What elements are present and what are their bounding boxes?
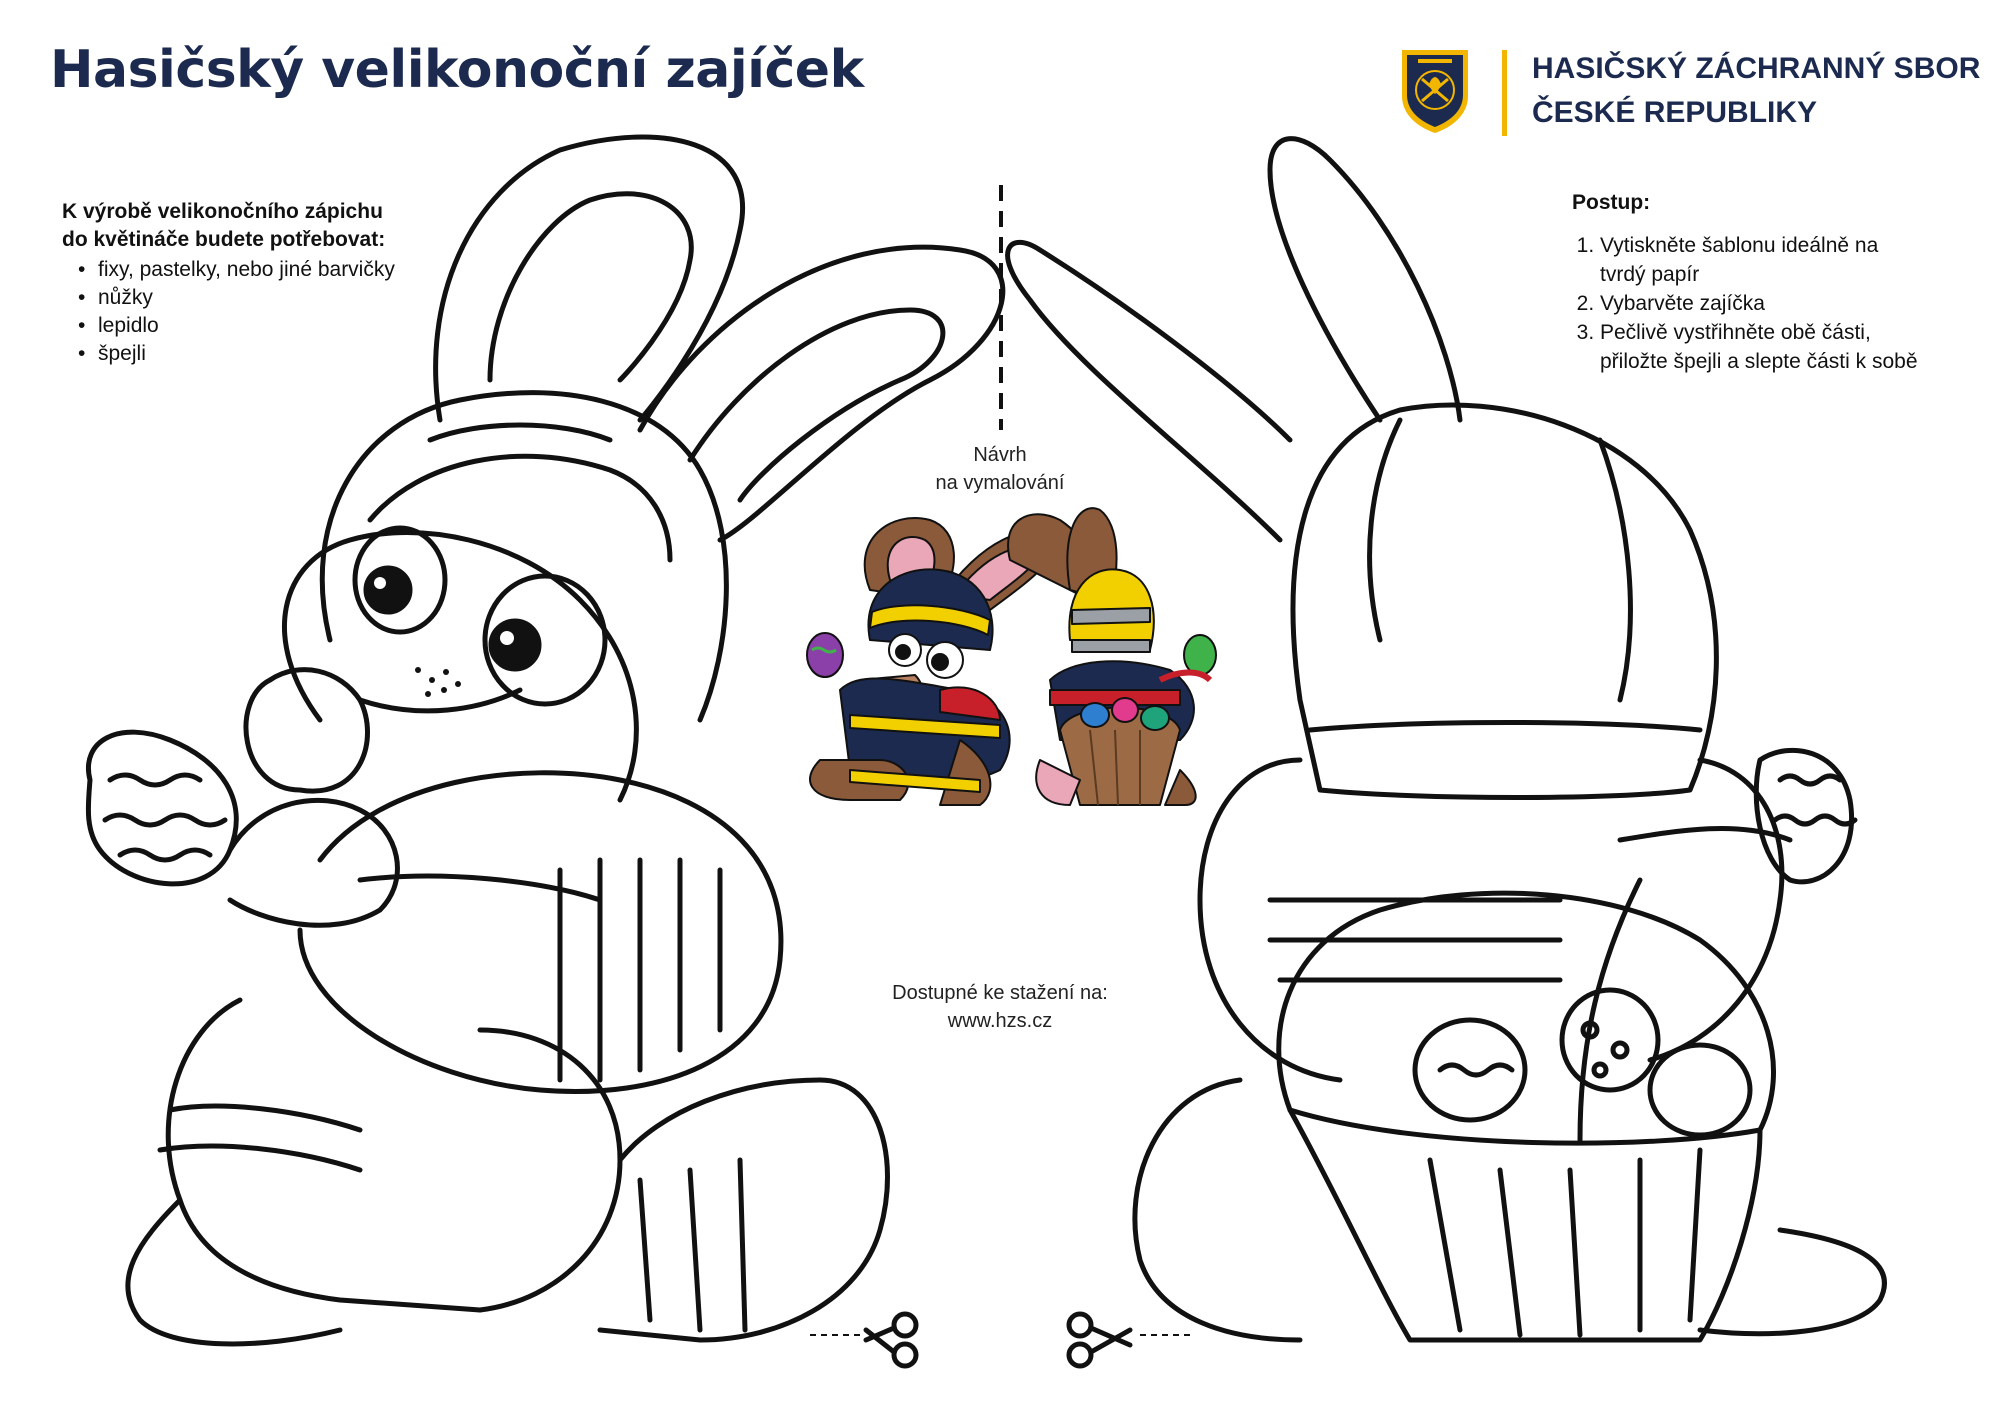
procedure-heading: Postup: [1572,191,1651,214]
list-item: • špejli [98,340,482,368]
list-item: • nůžky [98,284,482,312]
step-text: tvrdý papír [1600,263,1700,286]
step-text: Vytiskněte šablonu ideálně na [1600,234,1879,257]
org-name-line1: HASIČSKÝ ZÁCHRANNÝ SBOR [1532,52,1981,85]
step-text: Pečlivě vystřihněte obě části, [1600,321,1871,344]
list-item: • fixy, pastelky, nebo jiné barvičky [98,256,482,284]
cut-guide-right [1069,1314,1190,1366]
preview-bunny-back [1008,508,1216,805]
colored-preview [807,508,1216,805]
step-text: přiložte špejli a slepte části k sobě [1600,350,1918,373]
preview-caption-line1: Návrh [973,444,1027,466]
materials-heading-line1: K výrobě velikonočního zápichu [62,200,383,223]
download-url: www.hzs.cz [947,1010,1053,1032]
preview-caption-line2: na vymalování [935,472,1065,494]
download-label: Dostupné ke stažení na: [892,982,1108,1004]
cut-guide-left [810,1314,916,1366]
scissors-icon [866,1314,916,1366]
list-item: • lepidlo [98,312,482,340]
page-title: Hasičský velikonoční zajíček [50,40,864,100]
step-text: Vybarvěte zajíčka [1600,292,1765,315]
org-name-line2: ČESKÉ REPUBLIKY [1532,96,1818,129]
scissors-icon [1069,1314,1130,1366]
materials-heading-line2: do květináče budete potřebovat: [62,228,386,251]
